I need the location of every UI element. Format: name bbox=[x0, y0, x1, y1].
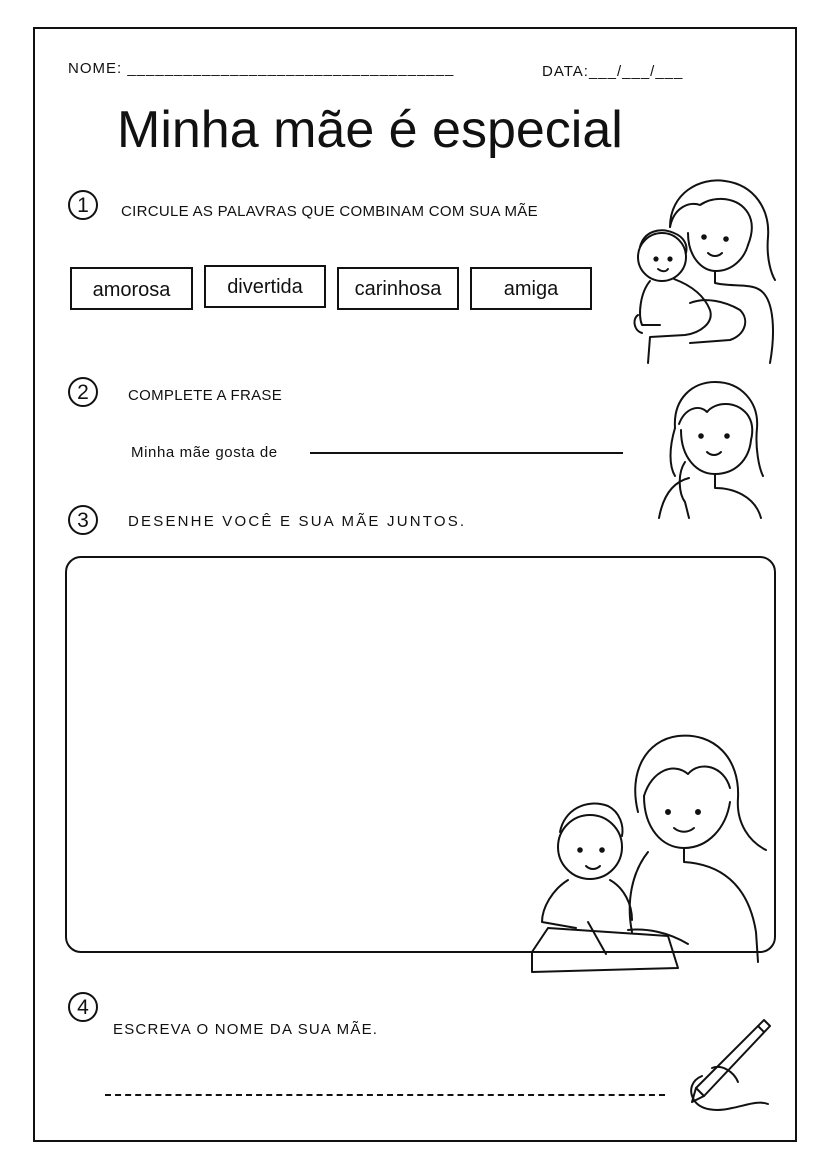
date-label: DATA:___/___/___ bbox=[542, 63, 684, 80]
section-number-4: 4 bbox=[68, 992, 98, 1022]
word-option-carinhosa[interactable]: carinhosa bbox=[337, 267, 459, 310]
hand-writing-pencil-icon bbox=[682, 1016, 772, 1116]
section-number-2: 2 bbox=[68, 377, 98, 407]
section4-instruction: ESCREVA O NOME DA SUA MÃE. bbox=[113, 1021, 379, 1038]
mother-name-dashed-line[interactable] bbox=[105, 1094, 665, 1096]
mother-holding-baby-illustration bbox=[630, 175, 780, 365]
section-number-1: 1 bbox=[68, 190, 98, 220]
section2-instruction: COMPLETE A FRASE bbox=[128, 387, 283, 404]
section-number-3: 3 bbox=[68, 505, 98, 535]
section1-instruction: CIRCULE AS PALAVRAS QUE COMBINAM COM SUA MÃE bbox=[121, 203, 538, 220]
section3-instruction: DESENHE VOCÊ E SUA MÃE JUNTOS. bbox=[128, 513, 467, 530]
word-option-amiga[interactable]: amiga bbox=[470, 267, 592, 310]
mother-thinking-illustration bbox=[655, 378, 770, 523]
page-title: Minha mãe é especial bbox=[117, 101, 623, 159]
name-label: NOME: ___________________________________ bbox=[68, 60, 455, 77]
word-option-divertida[interactable]: divertida bbox=[204, 265, 326, 308]
mother-child-drawing-illustration bbox=[528, 732, 778, 977]
section2-sentence: Minha mãe gosta de bbox=[131, 444, 278, 461]
sentence-answer-line[interactable] bbox=[310, 452, 623, 454]
word-option-amorosa[interactable]: amorosa bbox=[70, 267, 193, 310]
